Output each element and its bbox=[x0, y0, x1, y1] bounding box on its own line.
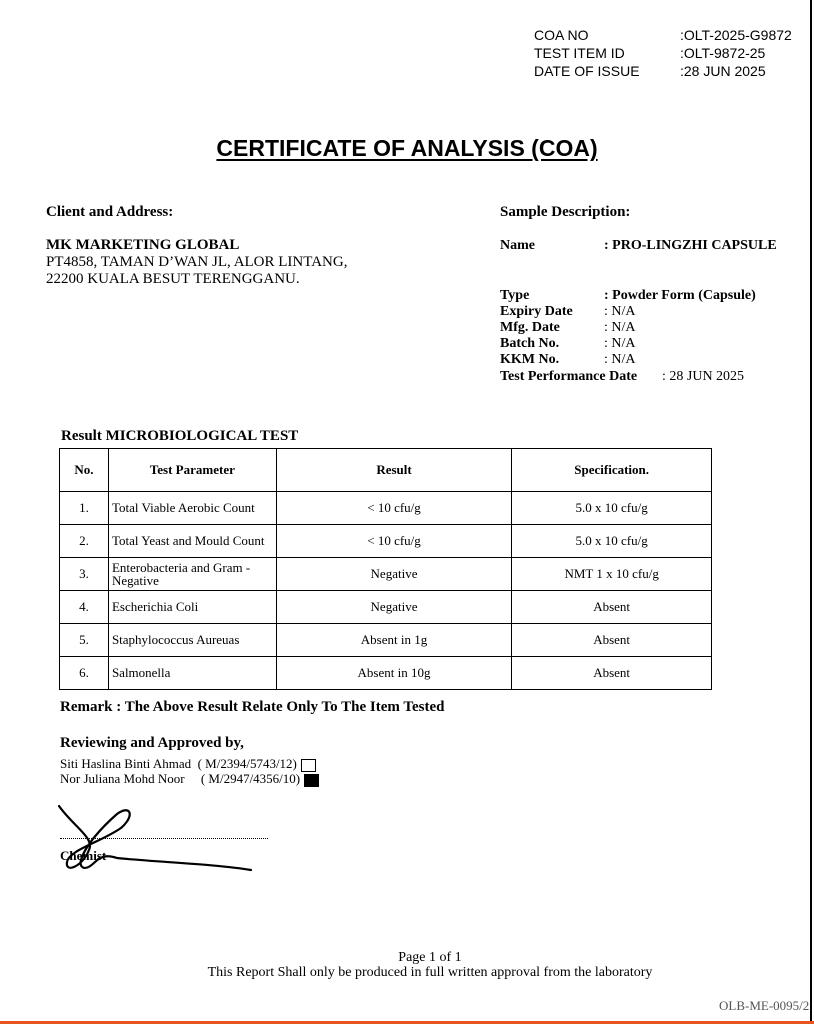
row-parameter: Enterobacteria and Gram - Negative bbox=[108, 558, 276, 591]
client-address-line2: 22200 KUALA BESUT TERENGGANU. bbox=[46, 271, 300, 287]
client-address-line1: PT4858, TAMAN D’WAN JL, ALOR LINTANG, bbox=[46, 254, 348, 270]
coa-no-value: :OLT-2025-G9872 bbox=[680, 27, 792, 43]
results-table bbox=[59, 448, 712, 690]
row-spec: Absent bbox=[512, 657, 712, 690]
signature-line bbox=[60, 838, 268, 839]
row-no: 3. bbox=[60, 558, 109, 591]
date-of-issue-row bbox=[534, 62, 792, 80]
document-title: CERTIFICATE OF ANALYSIS (COA) bbox=[216, 135, 598, 161]
sample-name-label: Name bbox=[500, 238, 535, 253]
results-heading-main: MICROBIOLOGICAL TEST bbox=[105, 428, 299, 444]
table-header-row bbox=[60, 449, 712, 492]
sample-heading: Sample Description: bbox=[500, 204, 631, 220]
results-heading bbox=[61, 428, 298, 445]
row-spec: NMT 1 x 10 cfu/g bbox=[512, 558, 712, 591]
row-no: 5. bbox=[60, 624, 109, 657]
row-parameter: Salmonella bbox=[108, 657, 276, 690]
kkm-no-label: KKM No. bbox=[500, 352, 560, 367]
page-number: Page 1 of 1 bbox=[398, 950, 462, 965]
table-row bbox=[60, 525, 712, 558]
kkm-no-value: : N/A bbox=[604, 352, 636, 367]
date-of-issue-value: :28 JUN 2025 bbox=[680, 63, 766, 79]
batch-no-value: : N/A bbox=[604, 336, 636, 351]
row-no: 2. bbox=[60, 525, 109, 558]
row-no: 1. bbox=[60, 492, 109, 525]
table-row bbox=[60, 591, 712, 624]
remark: Remark : The Above Result Relate Only To The Item Tested bbox=[60, 699, 445, 715]
sample-name-value: : PRO-LINGZHI CAPSULE bbox=[604, 238, 777, 253]
doc-code: OLB-ME-0095/2 bbox=[719, 998, 810, 1013]
reviewer-2-name: Nor Juliana Mohd Noor ( M/2947/4356/10) bbox=[60, 771, 301, 786]
mfg-date-label: Mfg. Date bbox=[500, 320, 560, 335]
mfg-date-value: : N/A bbox=[604, 320, 636, 335]
row-spec: 5.0 x 10 cfu/g bbox=[512, 492, 712, 525]
row-parameter: Staphylococcus Aureuas bbox=[108, 624, 276, 657]
coa-no-row bbox=[534, 26, 792, 44]
table-row bbox=[60, 558, 712, 591]
row-parameter: Total Viable Aerobic Count bbox=[108, 492, 276, 525]
reviewer-2 bbox=[60, 771, 319, 787]
results-heading-prefix: Result bbox=[61, 428, 102, 444]
reviewer-1 bbox=[60, 756, 316, 772]
table-row bbox=[60, 492, 712, 525]
test-item-id-label: TEST ITEM ID bbox=[534, 45, 625, 61]
test-item-id-value: :OLT-9872-25 bbox=[680, 45, 766, 61]
table-row bbox=[60, 657, 712, 690]
date-of-issue-label: DATE OF ISSUE bbox=[534, 63, 640, 79]
test-performance-date-label: Test Performance Date bbox=[500, 369, 638, 384]
coa-header bbox=[534, 26, 792, 80]
expiry-date-label: Expiry Date bbox=[500, 304, 573, 319]
sample-type-label: Type bbox=[500, 288, 530, 303]
test-item-id-row bbox=[534, 44, 792, 62]
chemist-label: Chemist bbox=[60, 848, 107, 863]
batch-no-label: Batch No. bbox=[500, 336, 560, 351]
row-parameter: Escherichia Coli bbox=[108, 591, 276, 624]
expiry-date-value: : N/A bbox=[604, 304, 636, 319]
row-spec: Absent bbox=[512, 624, 712, 657]
client-name: MK MARKETING GLOBAL bbox=[46, 237, 240, 253]
row-spec: Absent bbox=[512, 591, 712, 624]
reviewer-2-checkbox bbox=[304, 774, 319, 787]
sample-type-value: : Powder Form (Capsule) bbox=[604, 288, 756, 303]
col-header-no: No. bbox=[60, 449, 109, 492]
row-spec: 5.0 x 10 cfu/g bbox=[512, 525, 712, 558]
row-result: < 10 cfu/g bbox=[276, 492, 512, 525]
col-header-parameter: Test Parameter bbox=[108, 449, 276, 492]
row-parameter: Total Yeast and Mould Count bbox=[108, 525, 276, 558]
table-row bbox=[60, 624, 712, 657]
col-header-result: Result bbox=[276, 449, 512, 492]
reviewer-1-name: Siti Haslina Binti Ahmad ( M/2394/5743/12) bbox=[60, 756, 297, 771]
row-result: Absent in 1g bbox=[276, 624, 512, 657]
row-result: Negative bbox=[276, 558, 512, 591]
row-no: 6. bbox=[60, 657, 109, 690]
reviewer-1-checkbox bbox=[301, 759, 316, 772]
row-no: 4. bbox=[60, 591, 109, 624]
coa-no-label: COA NO bbox=[534, 27, 589, 43]
test-performance-date-value: : 28 JUN 2025 bbox=[662, 369, 745, 384]
client-heading: Client and Address: bbox=[46, 204, 174, 220]
footer-note: This Report Shall only be produced in full written approval from the laboratory bbox=[207, 965, 653, 980]
col-header-spec: Specification. bbox=[512, 449, 712, 492]
row-result: Absent in 10g bbox=[276, 657, 512, 690]
row-result: Negative bbox=[276, 591, 512, 624]
row-result: < 10 cfu/g bbox=[276, 525, 512, 558]
approval-heading: Reviewing and Approved by, bbox=[60, 735, 244, 751]
